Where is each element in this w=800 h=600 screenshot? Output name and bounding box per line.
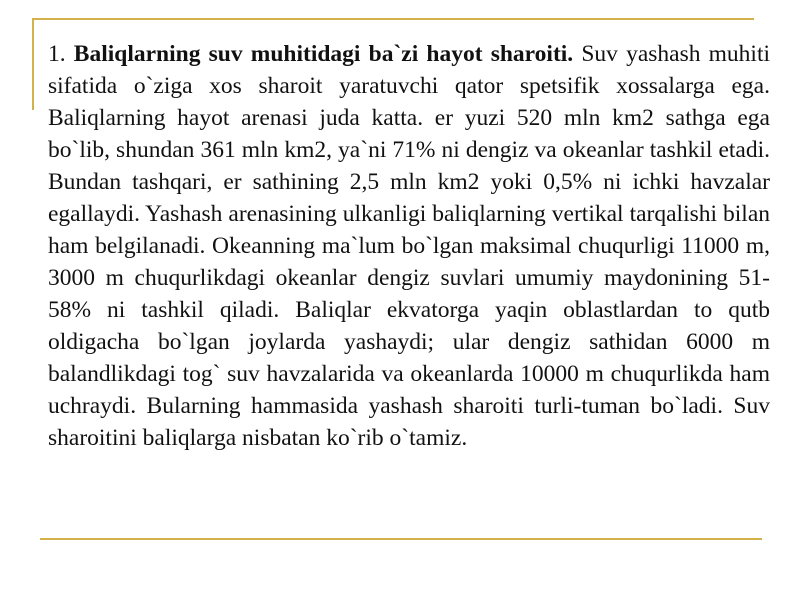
paragraph-number: 1. [48,41,66,67]
left-accent-rule [32,18,34,110]
paragraph-body: Suv yashash muhiti sifatida o`ziga xos sharoit yaratuvchi qator spetsifik xossalarga ega. Baliqlarning hayot arenasi juda katta. er yuzi 520 mln km2 sathga ega bo`lib, shundan 361 mln km2, ya`ni 71% ni dengiz va okeanlar tashkil etadi. Bundan tashqari, er sathining 2,5 mln km2 yoki 0,5% ni ichki havzalar egallaydi. Yashash arenasining ulkanligi baliqlarning vertikal tarqalishi bilan ham belgilanadi. Okeanning ma`lum bo`lgan maksimal chuqurligi 11000 m, 3000 m chuqurlikdagi okeanlar dengiz suvlari umumiy maydonining 51-58% ni tashkil qiladi. Baliqlar ekvatorga yaqin oblastlardan to qutb oldigacha bo`lgan joylarda yashaydi; ular dengiz sathidan 6000 m balandlikdagi tog` suv havzalarida va okeanlarda 10000 m chuqurlikda ham uchraydi. Bularning hammasida yashash sharoiti turli-tuman bo`ladi. Suv sharoitini baliqlarga nisbatan ko`rib o`tamiz. [48,41,771,451]
top-accent-rule [32,18,754,20]
paragraph-heading: Baliqlarning suv muhitidagi ba`zi hayot sharoiti. [73,41,574,67]
bottom-accent-rule [40,538,762,540]
main-paragraph [48,38,770,454]
